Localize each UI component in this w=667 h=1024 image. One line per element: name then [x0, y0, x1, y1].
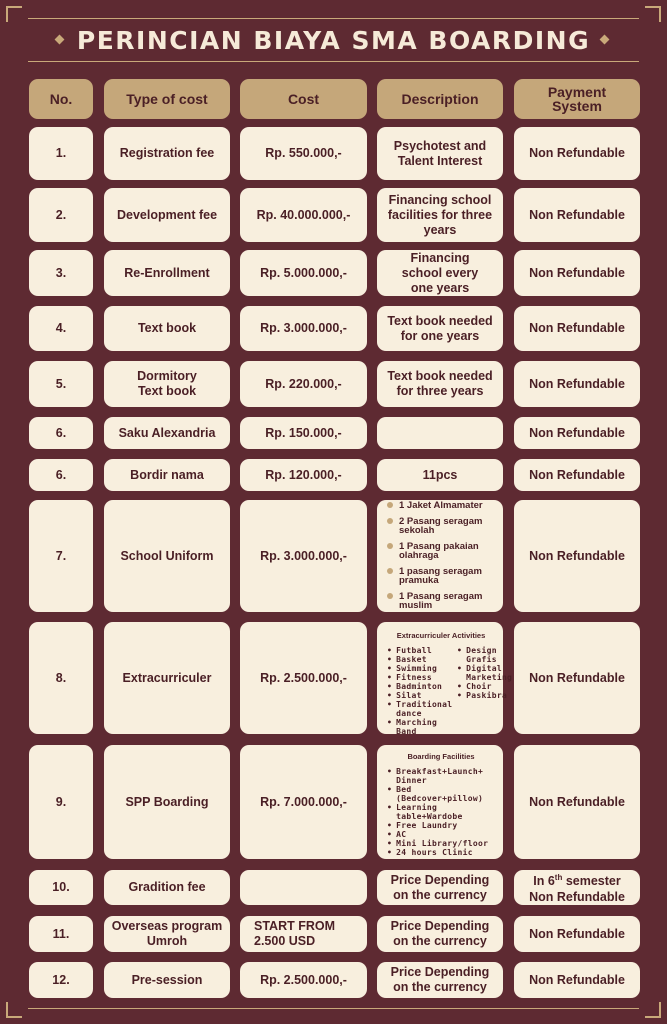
list-item: 2 Pasang seragam sekolah	[387, 517, 495, 536]
row-type: Saku Alexandria	[104, 417, 230, 449]
list-item: 1 Pasang pakaian olahraga	[387, 542, 495, 561]
row-type: Pre-session	[104, 962, 230, 998]
row-payment: Non Refundable	[514, 127, 640, 180]
row-type: Development fee	[104, 188, 230, 242]
row-description	[377, 417, 503, 449]
row-cost: Rp. 120.000,-	[240, 459, 367, 491]
boarding-facilities-list	[377, 745, 503, 859]
row-description: Financing school every one years	[377, 250, 503, 296]
list-item: • Badminton	[387, 682, 443, 691]
list-item: • Fitness	[387, 673, 432, 682]
row-type: Dormitory Text book	[104, 361, 230, 407]
page-title: PERINCIAN BIAYA SMA BOARDING	[76, 26, 591, 55]
header-type-of-cost: Type of cost	[104, 79, 230, 119]
list-item: • Digital Marketing	[457, 664, 513, 682]
payment-refund-note: Non Refundable	[529, 889, 625, 904]
corner-ornament-tl	[6, 6, 22, 22]
row-no: 5.	[29, 361, 93, 407]
extracurricular-list	[377, 622, 513, 736]
extracurricular-column-2	[457, 646, 513, 736]
list-item: • Breakfast+Launch+ Dinner	[387, 767, 484, 785]
row-cost: Rp. 150.000,-	[240, 417, 367, 449]
row-type: School Uniform	[104, 500, 230, 612]
row-no: 6.	[29, 417, 93, 449]
row-no: 12.	[29, 962, 93, 998]
list-item: • Choir	[457, 682, 492, 691]
row-payment: Non Refundable	[514, 916, 640, 952]
row-cost	[240, 870, 367, 905]
row-payment: Non Refundable	[514, 962, 640, 998]
row-cost: Rp. 2.500.000,-	[240, 622, 367, 734]
list-item: • Paskibra	[457, 691, 508, 700]
row-type: Gradition fee	[104, 870, 230, 905]
row-description: Price Depending on the currency	[377, 870, 503, 905]
row-cost: Rp. 3.000.000,-	[240, 306, 367, 351]
corner-ornament-bl	[6, 1002, 22, 1018]
row-no: 10.	[29, 870, 93, 905]
row-description: 11pcs	[377, 459, 503, 491]
corner-ornament-br	[645, 1002, 661, 1018]
row-payment: Non Refundable	[514, 306, 640, 351]
row-type: Extracurriculer	[104, 622, 230, 734]
row-cost: START FROM 2.500 USD	[240, 916, 367, 952]
list-item: 1 Jaket Almamater	[387, 501, 483, 511]
row-description: Psychotest and Talent Interest	[377, 127, 503, 180]
list-item: • Bed (Bedcover+pillow)	[387, 785, 484, 803]
row-description: Price Depending on the currency	[377, 962, 503, 998]
list-item: • Learning table+Wardobe	[387, 803, 463, 821]
extracurricular-heading: Extracurriculer Activities	[396, 631, 486, 640]
list-item: 1 pasang seragam pramuka	[387, 567, 495, 586]
frame-bottom-line	[28, 1008, 639, 1009]
row-description: Financing school facilities for three years	[377, 188, 503, 242]
row-payment: Non Refundable	[514, 622, 640, 734]
list-item: • Silat	[387, 691, 422, 700]
row-no: 8.	[29, 622, 93, 734]
header-description: Description	[377, 79, 503, 119]
row-payment: Non Refundable	[514, 745, 640, 859]
row-cost: Rp. 5.000.000,-	[240, 250, 367, 296]
frame-top-line	[28, 18, 639, 19]
boarding-facilities-heading: Boarding Facilities	[407, 752, 475, 761]
boarding-facilities-items	[387, 767, 488, 857]
row-cost: Rp. 220.000,-	[240, 361, 367, 407]
list-item: 1 Pasang seragam muslim	[387, 592, 495, 611]
list-item: • AC	[387, 830, 407, 839]
row-type: Text book	[104, 306, 230, 351]
row-no: 6.	[29, 459, 93, 491]
extracurricular-column-1	[387, 646, 453, 736]
row-cost: Rp. 3.000.000,-	[240, 500, 367, 612]
row-cost: Rp. 7.000.000,-	[240, 745, 367, 859]
row-no: 1.	[29, 127, 93, 180]
row-payment: Non Refundable	[514, 250, 640, 296]
uniform-item-list	[377, 500, 503, 612]
row-payment: Non Refundable	[514, 188, 640, 242]
row-payment: Non Refundable	[514, 500, 640, 612]
row-no: 9.	[29, 745, 93, 859]
row-payment	[514, 870, 640, 905]
row-type: Bordir nama	[104, 459, 230, 491]
list-item: • Marching Band	[387, 718, 438, 736]
frame-title-underline	[28, 61, 639, 62]
list-item: • Mini Library/floor	[387, 839, 489, 848]
row-no: 4.	[29, 306, 93, 351]
row-cost: Rp. 40.000.000,-	[240, 188, 367, 242]
row-description: Price Depending on the currency	[377, 916, 503, 952]
row-cost: Rp. 550.000,-	[240, 127, 367, 180]
row-no: 2.	[29, 188, 93, 242]
bullet-icon	[387, 518, 393, 524]
row-no: 3.	[29, 250, 93, 296]
header-no: No.	[29, 79, 93, 119]
list-item: • Design Grafis	[457, 646, 497, 664]
row-description: Text book needed for three years	[377, 361, 503, 407]
header-cost: Cost	[240, 79, 367, 119]
list-item: • Free Laundry	[387, 821, 458, 830]
row-type: Overseas program Umroh	[104, 916, 230, 952]
row-type: Registration fee	[104, 127, 230, 180]
row-payment: Non Refundable	[514, 417, 640, 449]
bullet-icon	[387, 568, 393, 574]
row-type: Re-Enrollment	[104, 250, 230, 296]
row-cost: Rp. 2.500.000,-	[240, 962, 367, 998]
payment-semester-note: In 6th semester	[533, 873, 621, 889]
list-item: • Futball	[387, 646, 432, 655]
list-item: • Traditional dance	[387, 700, 453, 718]
bullet-icon	[387, 543, 393, 549]
row-payment: Non Refundable	[514, 459, 640, 491]
bullet-icon	[387, 502, 393, 508]
list-item: • 24 hours Clinic	[387, 848, 473, 857]
row-payment: Non Refundable	[514, 361, 640, 407]
list-item: • Swimming	[387, 664, 438, 673]
bullet-icon	[387, 593, 393, 599]
corner-ornament-tr	[645, 6, 661, 22]
list-item: • Basket	[387, 655, 427, 664]
row-no: 7.	[29, 500, 93, 612]
row-no: 11.	[29, 916, 93, 952]
header-payment-system: Payment System	[514, 79, 640, 119]
row-description: Text book needed for one years	[377, 306, 503, 351]
row-type: SPP Boarding	[104, 745, 230, 859]
